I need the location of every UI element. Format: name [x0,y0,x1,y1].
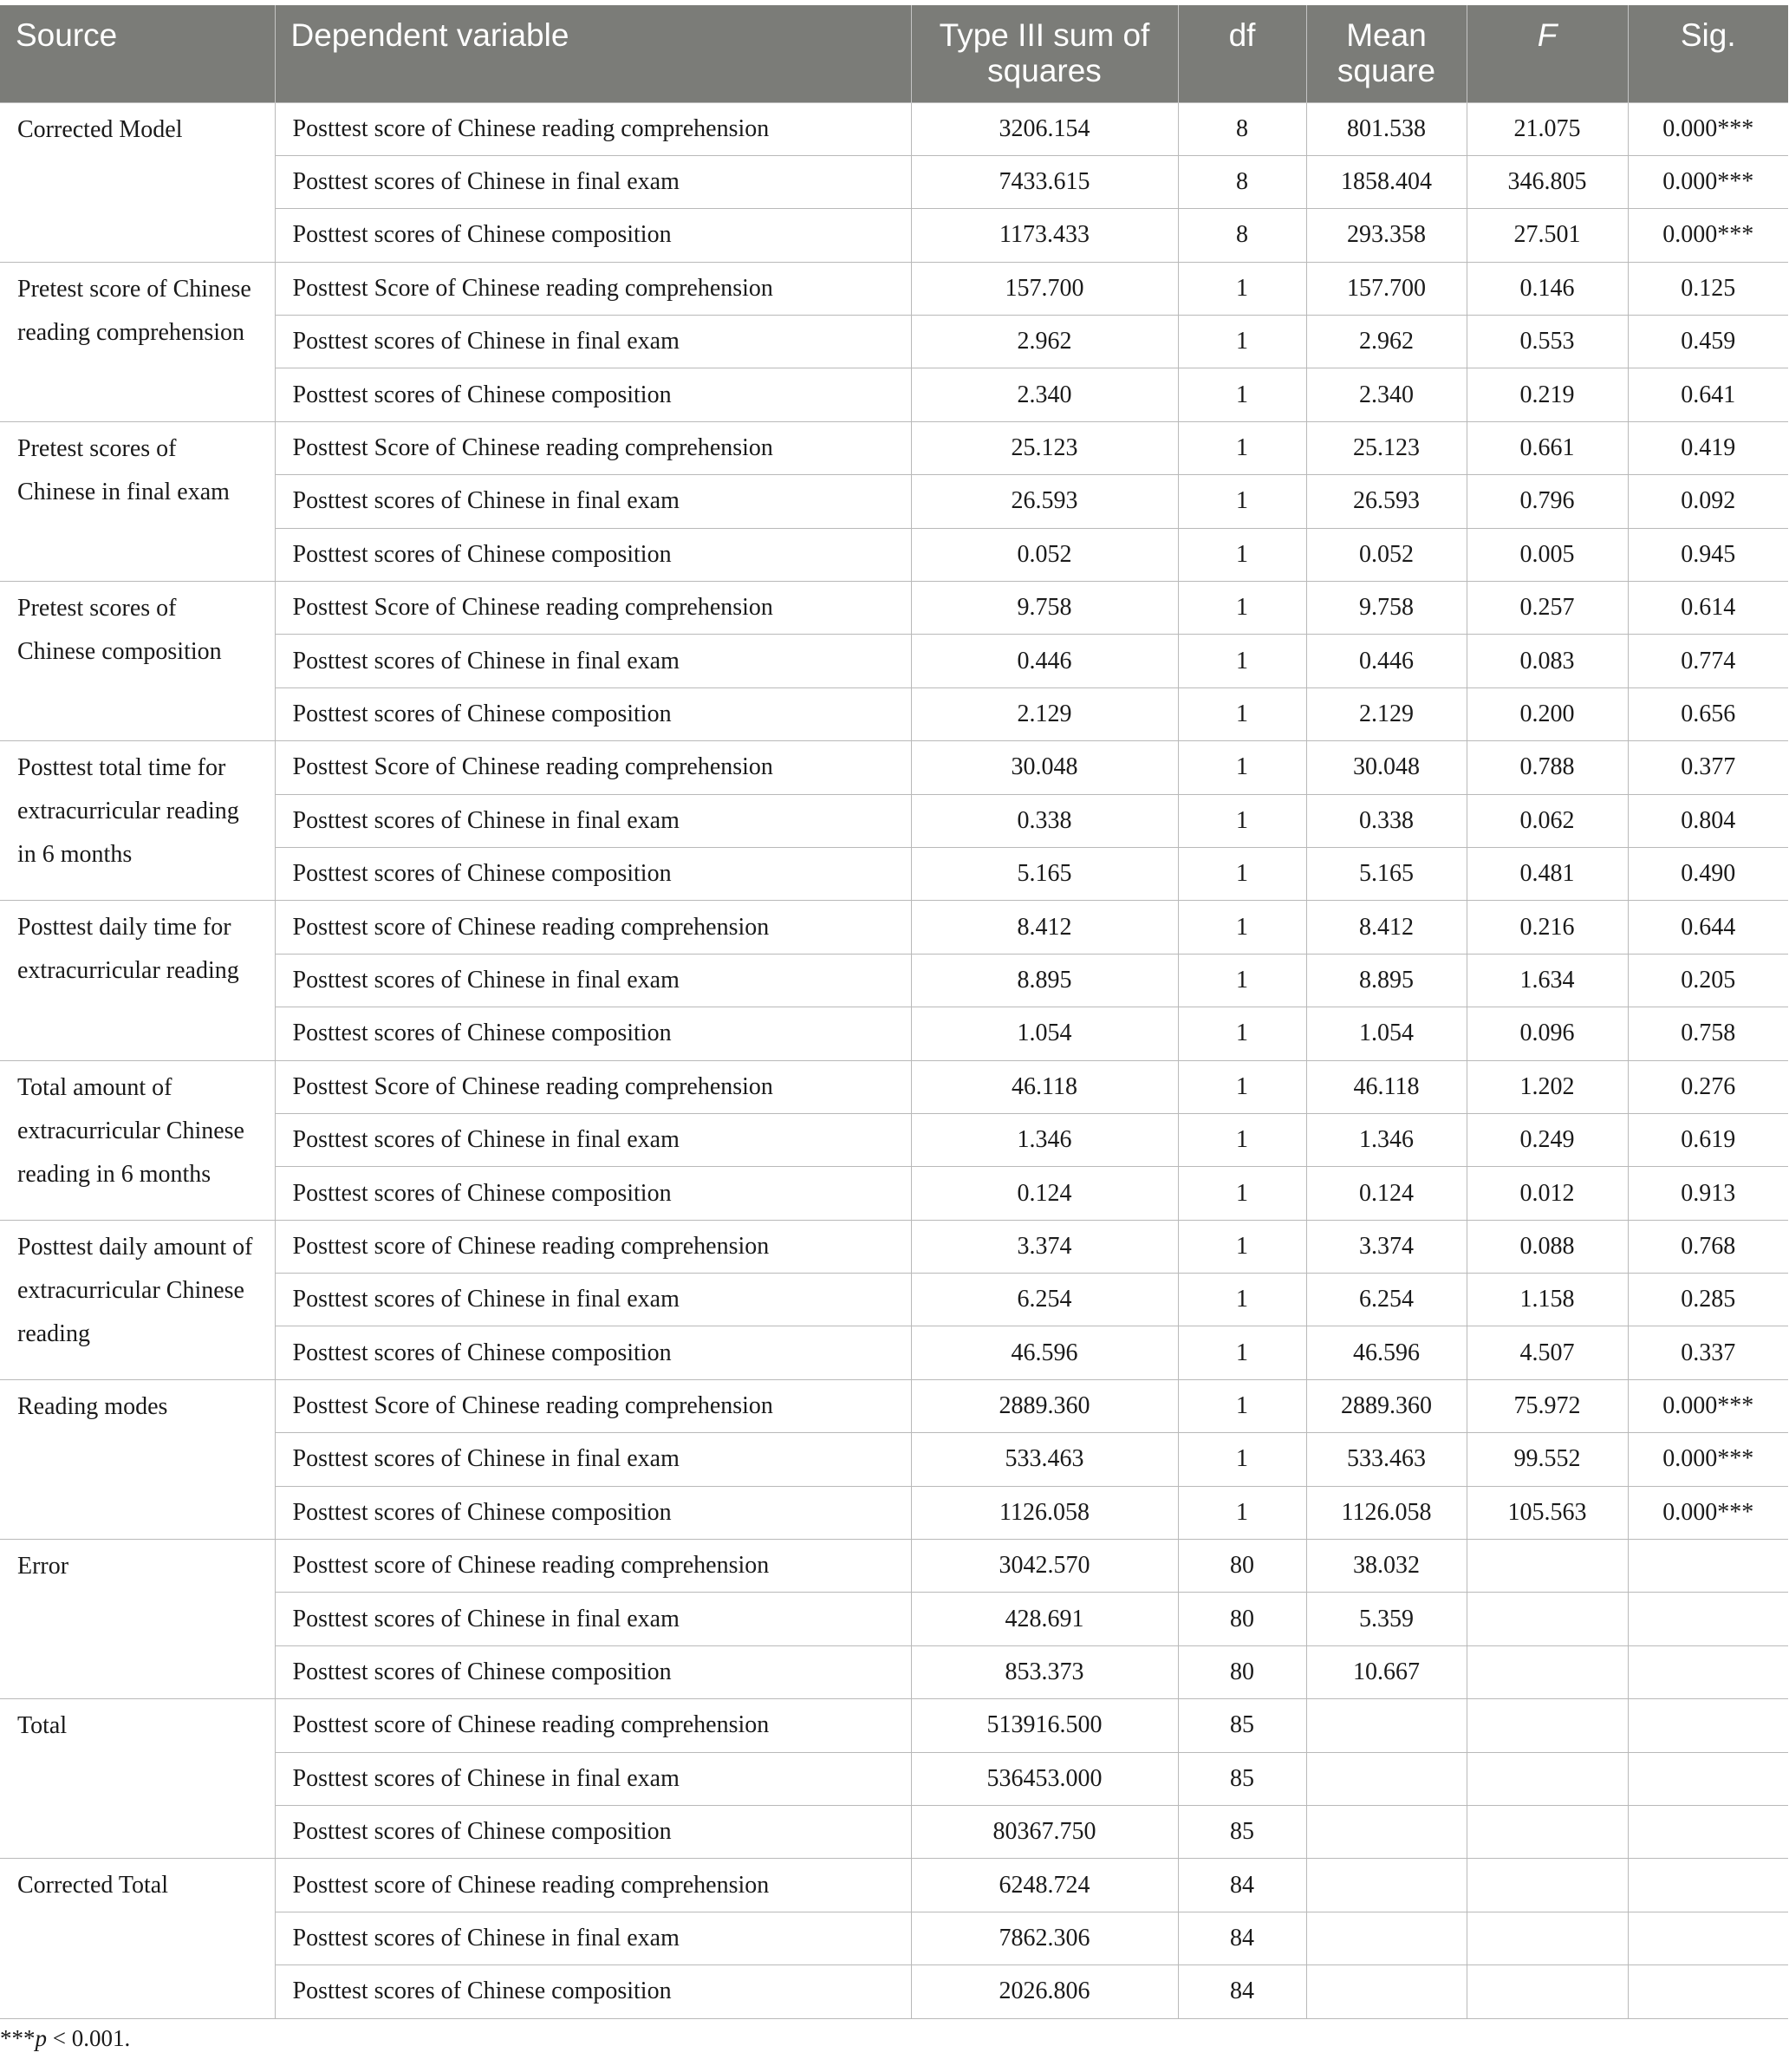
sum-of-squares-cell: 25.123 [911,421,1178,474]
f-cell: 1.634 [1467,954,1628,1007]
df-cell: 1 [1178,1274,1306,1326]
sum-of-squares-cell: 0.052 [911,528,1178,581]
sum-of-squares-cell: 536453.000 [911,1752,1178,1805]
mean-square-cell: 5.165 [1306,847,1467,900]
f-cell: 0.481 [1467,847,1628,900]
df-cell: 1 [1178,1007,1306,1060]
sum-of-squares-cell: 853.373 [911,1645,1178,1698]
sig-cell: 0.285 [1628,1274,1788,1326]
df-cell: 1 [1178,582,1306,635]
f-cell [1467,1806,1628,1859]
mean-square-cell: 0.124 [1306,1167,1467,1220]
dependent-variable-cell: Posttest scores of Chinese composition [275,368,911,421]
df-cell: 1 [1178,847,1306,900]
mean-square-cell: 1858.404 [1306,155,1467,208]
f-cell: 0.062 [1467,794,1628,847]
df-cell: 1 [1178,316,1306,368]
dependent-variable-cell: Posttest scores of Chinese composition [275,1965,911,2018]
mean-square-cell: 2.129 [1306,687,1467,740]
anova-table-container [0,5,1789,2019]
footnote-text: < 0.001. [47,2025,131,2051]
sum-of-squares-cell: 30.048 [911,741,1178,794]
source-cell: Corrected Total [0,1859,275,2018]
df-cell: 1 [1178,635,1306,687]
sig-cell: 0.459 [1628,316,1788,368]
sig-cell: 0.614 [1628,582,1788,635]
sig-cell [1628,1699,1788,1752]
sum-of-squares-cell: 1126.058 [911,1486,1178,1539]
mean-square-cell: 26.593 [1306,475,1467,528]
df-cell: 8 [1178,102,1306,155]
df-cell: 1 [1178,687,1306,740]
sig-cell [1628,1806,1788,1859]
df-cell: 1 [1178,421,1306,474]
mean-square-cell: 46.118 [1306,1060,1467,1113]
sum-of-squares-cell: 1.346 [911,1113,1178,1166]
f-cell: 4.507 [1467,1326,1628,1379]
dependent-variable-cell: Posttest Score of Chinese reading comprehension [275,1060,911,1113]
mean-square-cell: 30.048 [1306,741,1467,794]
f-cell [1467,1912,1628,1964]
dependent-variable-cell: Posttest scores of Chinese in final exam [275,635,911,687]
mean-square-cell: 38.032 [1306,1540,1467,1593]
sig-cell: 0.644 [1628,901,1788,954]
mean-square-cell [1306,1912,1467,1964]
df-cell: 1 [1178,1220,1306,1273]
df-cell: 84 [1178,1912,1306,1964]
source-cell: Posttest daily amount of extracurricular Chinese reading [0,1220,275,1379]
table-row [0,1540,1788,1593]
header-df: df [1178,5,1306,102]
dependent-variable-cell: Posttest scores of Chinese composition [275,687,911,740]
sum-of-squares-cell: 80367.750 [911,1806,1178,1859]
sig-cell: 0.205 [1628,954,1788,1007]
header-dependent-variable: Dependent variable [275,5,911,102]
dependent-variable-cell: Posttest Score of Chinese reading comprehension [275,741,911,794]
dependent-variable-cell: Posttest scores of Chinese in final exam [275,794,911,847]
df-cell: 85 [1178,1806,1306,1859]
f-cell: 75.972 [1467,1379,1628,1432]
sig-cell [1628,1645,1788,1698]
table-row [0,1060,1788,1113]
mean-square-cell: 2.962 [1306,316,1467,368]
dependent-variable-cell: Posttest scores of Chinese composition [275,1486,911,1539]
sig-cell [1628,1593,1788,1645]
f-cell: 1.202 [1467,1060,1628,1113]
sig-cell [1628,1859,1788,1912]
dependent-variable-cell: Posttest Score of Chinese reading comprehension [275,262,911,315]
df-cell: 1 [1178,741,1306,794]
df-cell: 1 [1178,475,1306,528]
sum-of-squares-cell: 2.129 [911,687,1178,740]
dependent-variable-cell: Posttest scores of Chinese composition [275,1806,911,1859]
sig-cell: 0.641 [1628,368,1788,421]
f-cell [1467,1699,1628,1752]
table-row [0,1699,1788,1752]
mean-square-cell [1306,1752,1467,1805]
sum-of-squares-cell: 6248.724 [911,1859,1178,1912]
sig-cell: 0.125 [1628,262,1788,315]
dependent-variable-cell: Posttest scores of Chinese composition [275,1007,911,1060]
f-cell [1467,1859,1628,1912]
df-cell: 1 [1178,1326,1306,1379]
sig-cell: 0.276 [1628,1060,1788,1113]
f-cell: 0.146 [1467,262,1628,315]
table-row [0,1859,1788,1912]
table-row [0,901,1788,954]
f-cell: 0.249 [1467,1113,1628,1166]
mean-square-cell: 1126.058 [1306,1486,1467,1539]
f-cell: 0.796 [1467,475,1628,528]
table-row [0,262,1788,315]
table-row [0,102,1788,155]
sum-of-squares-cell: 46.596 [911,1326,1178,1379]
f-cell: 0.553 [1467,316,1628,368]
dependent-variable-cell: Posttest score of Chinese reading comprehension [275,901,911,954]
dependent-variable-cell: Posttest scores of Chinese composition [275,1326,911,1379]
df-cell: 1 [1178,794,1306,847]
f-cell: 0.661 [1467,421,1628,474]
sig-cell: 0.804 [1628,794,1788,847]
df-cell: 80 [1178,1645,1306,1698]
header-sum-of-squares: Type III sum of squares [911,5,1178,102]
f-cell: 0.200 [1467,687,1628,740]
source-cell: Pretest score of Chinese reading comprehension [0,262,275,421]
f-cell: 0.088 [1467,1220,1628,1273]
sig-cell [1628,1912,1788,1964]
header-f [1467,5,1628,102]
footnote-p: p [35,2025,47,2051]
sum-of-squares-cell: 0.446 [911,635,1178,687]
sig-cell: 0.000*** [1628,102,1788,155]
df-cell: 80 [1178,1593,1306,1645]
sum-of-squares-cell: 157.700 [911,262,1178,315]
df-cell: 1 [1178,1486,1306,1539]
dependent-variable-cell: Posttest scores of Chinese composition [275,528,911,581]
f-cell: 0.083 [1467,635,1628,687]
df-cell: 1 [1178,1433,1306,1486]
dependent-variable-cell: Posttest scores of Chinese in final exam [275,1912,911,1964]
mean-square-cell [1306,1859,1467,1912]
f-cell: 105.563 [1467,1486,1628,1539]
sum-of-squares-cell: 0.338 [911,794,1178,847]
df-cell: 85 [1178,1752,1306,1805]
sum-of-squares-cell: 513916.500 [911,1699,1178,1752]
sig-cell: 0.419 [1628,421,1788,474]
mean-square-cell: 0.052 [1306,528,1467,581]
source-cell: Posttest total time for extracurricular reading in 6 months [0,741,275,901]
sig-cell: 0.913 [1628,1167,1788,1220]
table-body [0,102,1788,2018]
dependent-variable-cell: Posttest score of Chinese reading comprehension [275,1220,911,1273]
source-cell: Posttest daily time for extracurricular reading [0,901,275,1060]
dependent-variable-cell: Posttest scores of Chinese in final exam [275,1593,911,1645]
dependent-variable-cell: Posttest scores of Chinese in final exam [275,1752,911,1805]
source-cell: Corrected Model [0,102,275,262]
sum-of-squares-cell: 428.691 [911,1593,1178,1645]
sum-of-squares-cell: 8.412 [911,901,1178,954]
table-row [0,421,1788,474]
df-cell: 1 [1178,1379,1306,1432]
mean-square-cell: 8.412 [1306,901,1467,954]
df-cell: 1 [1178,262,1306,315]
df-cell: 85 [1178,1699,1306,1752]
df-cell: 84 [1178,1965,1306,2018]
dependent-variable-cell: Posttest scores of Chinese in final exam [275,1113,911,1166]
sum-of-squares-cell: 7433.615 [911,155,1178,208]
mean-square-cell: 9.758 [1306,582,1467,635]
df-cell: 1 [1178,954,1306,1007]
sig-cell: 0.619 [1628,1113,1788,1166]
sig-cell [1628,1965,1788,2018]
f-cell [1467,1540,1628,1593]
mean-square-cell: 25.123 [1306,421,1467,474]
df-cell: 1 [1178,901,1306,954]
df-cell: 1 [1178,1113,1306,1166]
mean-square-cell [1306,1699,1467,1752]
mean-square-cell: 533.463 [1306,1433,1467,1486]
f-cell [1467,1965,1628,2018]
sig-cell: 0.774 [1628,635,1788,687]
table-row [0,582,1788,635]
dependent-variable-cell: Posttest Score of Chinese reading comprehension [275,421,911,474]
sig-cell: 0.656 [1628,687,1788,740]
dependent-variable-cell: Posttest score of Chinese reading comprehension [275,1699,911,1752]
df-cell: 8 [1178,155,1306,208]
mean-square-cell: 293.358 [1306,209,1467,262]
f-cell: 99.552 [1467,1433,1628,1486]
header-row [0,5,1788,102]
table-footnote [0,2025,130,2052]
mean-square-cell: 46.596 [1306,1326,1467,1379]
df-cell: 84 [1178,1859,1306,1912]
sum-of-squares-cell: 8.895 [911,954,1178,1007]
dependent-variable-cell: Posttest scores of Chinese in final exam [275,1274,911,1326]
header-sig: Sig. [1628,5,1788,102]
f-cell [1467,1645,1628,1698]
dependent-variable-cell: Posttest scores of Chinese in final exam [275,475,911,528]
dependent-variable-cell: Posttest score of Chinese reading comprehension [275,102,911,155]
sig-cell: 0.000*** [1628,1379,1788,1432]
mean-square-cell [1306,1806,1467,1859]
f-cell: 27.501 [1467,209,1628,262]
mean-square-cell: 5.359 [1306,1593,1467,1645]
mean-square-cell: 8.895 [1306,954,1467,1007]
mean-square-cell [1306,1965,1467,2018]
sig-cell: 0.000*** [1628,155,1788,208]
dependent-variable-cell: Posttest scores of Chinese composition [275,1645,911,1698]
sum-of-squares-cell: 2889.360 [911,1379,1178,1432]
sig-cell: 0.490 [1628,847,1788,900]
dependent-variable-cell: Posttest score of Chinese reading comprehension [275,1859,911,1912]
sum-of-squares-cell: 9.758 [911,582,1178,635]
f-cell: 0.257 [1467,582,1628,635]
mean-square-cell: 2.340 [1306,368,1467,421]
sum-of-squares-cell: 6.254 [911,1274,1178,1326]
f-cell: 0.096 [1467,1007,1628,1060]
f-cell: 1.158 [1467,1274,1628,1326]
mean-square-cell: 3.374 [1306,1220,1467,1273]
df-cell: 1 [1178,368,1306,421]
sig-cell: 0.945 [1628,528,1788,581]
sig-cell: 0.000*** [1628,1433,1788,1486]
anova-results-table [0,5,1788,2019]
header-source: Source [0,5,275,102]
dependent-variable-cell: Posttest scores of Chinese composition [275,209,911,262]
sum-of-squares-cell: 3042.570 [911,1540,1178,1593]
sum-of-squares-cell: 2.340 [911,368,1178,421]
sig-cell: 0.000*** [1628,1486,1788,1539]
sig-cell [1628,1540,1788,1593]
f-cell: 21.075 [1467,102,1628,155]
source-cell: Error [0,1540,275,1699]
header-f-label: F [1537,17,1558,53]
sig-cell: 0.092 [1628,475,1788,528]
source-cell: Reading modes [0,1379,275,1539]
mean-square-cell: 6.254 [1306,1274,1467,1326]
dependent-variable-cell: Posttest scores of Chinese in final exam [275,316,911,368]
sum-of-squares-cell: 2.962 [911,316,1178,368]
f-cell: 0.788 [1467,741,1628,794]
sum-of-squares-cell: 3206.154 [911,102,1178,155]
f-cell: 0.219 [1467,368,1628,421]
mean-square-cell: 2889.360 [1306,1379,1467,1432]
sig-cell: 0.000*** [1628,209,1788,262]
sig-cell: 0.377 [1628,741,1788,794]
df-cell: 80 [1178,1540,1306,1593]
sum-of-squares-cell: 5.165 [911,847,1178,900]
dependent-variable-cell: Posttest scores of Chinese in final exam [275,155,911,208]
header-mean-square: Mean square [1306,5,1467,102]
table-row [0,1220,1788,1273]
f-cell: 0.005 [1467,528,1628,581]
sum-of-squares-cell: 7862.306 [911,1912,1178,1964]
f-cell: 346.805 [1467,155,1628,208]
df-cell: 1 [1178,1060,1306,1113]
mean-square-cell: 157.700 [1306,262,1467,315]
sig-cell [1628,1752,1788,1805]
dependent-variable-cell: Posttest scores of Chinese in final exam [275,1433,911,1486]
dependent-variable-cell: Posttest Score of Chinese reading comprehension [275,1379,911,1432]
mean-square-cell: 10.667 [1306,1645,1467,1698]
table-row [0,1379,1788,1432]
dependent-variable-cell: Posttest scores of Chinese composition [275,1167,911,1220]
f-cell: 0.012 [1467,1167,1628,1220]
df-cell: 8 [1178,209,1306,262]
sig-cell: 0.768 [1628,1220,1788,1273]
df-cell: 1 [1178,528,1306,581]
sum-of-squares-cell: 1.054 [911,1007,1178,1060]
sum-of-squares-cell: 2026.806 [911,1965,1178,2018]
sig-cell: 0.337 [1628,1326,1788,1379]
f-cell [1467,1593,1628,1645]
source-cell: Pretest scores of Chinese composition [0,582,275,741]
source-cell: Pretest scores of Chinese in final exam [0,421,275,581]
mean-square-cell: 1.346 [1306,1113,1467,1166]
mean-square-cell: 0.446 [1306,635,1467,687]
sum-of-squares-cell: 26.593 [911,475,1178,528]
mean-square-cell: 801.538 [1306,102,1467,155]
f-cell: 0.216 [1467,901,1628,954]
footnote-stars: *** [0,2025,36,2051]
sum-of-squares-cell: 46.118 [911,1060,1178,1113]
f-cell [1467,1752,1628,1805]
source-cell: Total [0,1699,275,1859]
table-row [0,741,1788,794]
mean-square-cell: 0.338 [1306,794,1467,847]
source-cell: Total amount of extracurricular Chinese reading in 6 months [0,1060,275,1220]
mean-square-cell: 1.054 [1306,1007,1467,1060]
sig-cell: 0.758 [1628,1007,1788,1060]
dependent-variable-cell: Posttest scores of Chinese in final exam [275,954,911,1007]
sum-of-squares-cell: 533.463 [911,1433,1178,1486]
sum-of-squares-cell: 3.374 [911,1220,1178,1273]
dependent-variable-cell: Posttest score of Chinese reading comprehension [275,1540,911,1593]
dependent-variable-cell: Posttest Score of Chinese reading comprehension [275,582,911,635]
dependent-variable-cell: Posttest scores of Chinese composition [275,847,911,900]
sum-of-squares-cell: 0.124 [911,1167,1178,1220]
df-cell: 1 [1178,1167,1306,1220]
sum-of-squares-cell: 1173.433 [911,209,1178,262]
